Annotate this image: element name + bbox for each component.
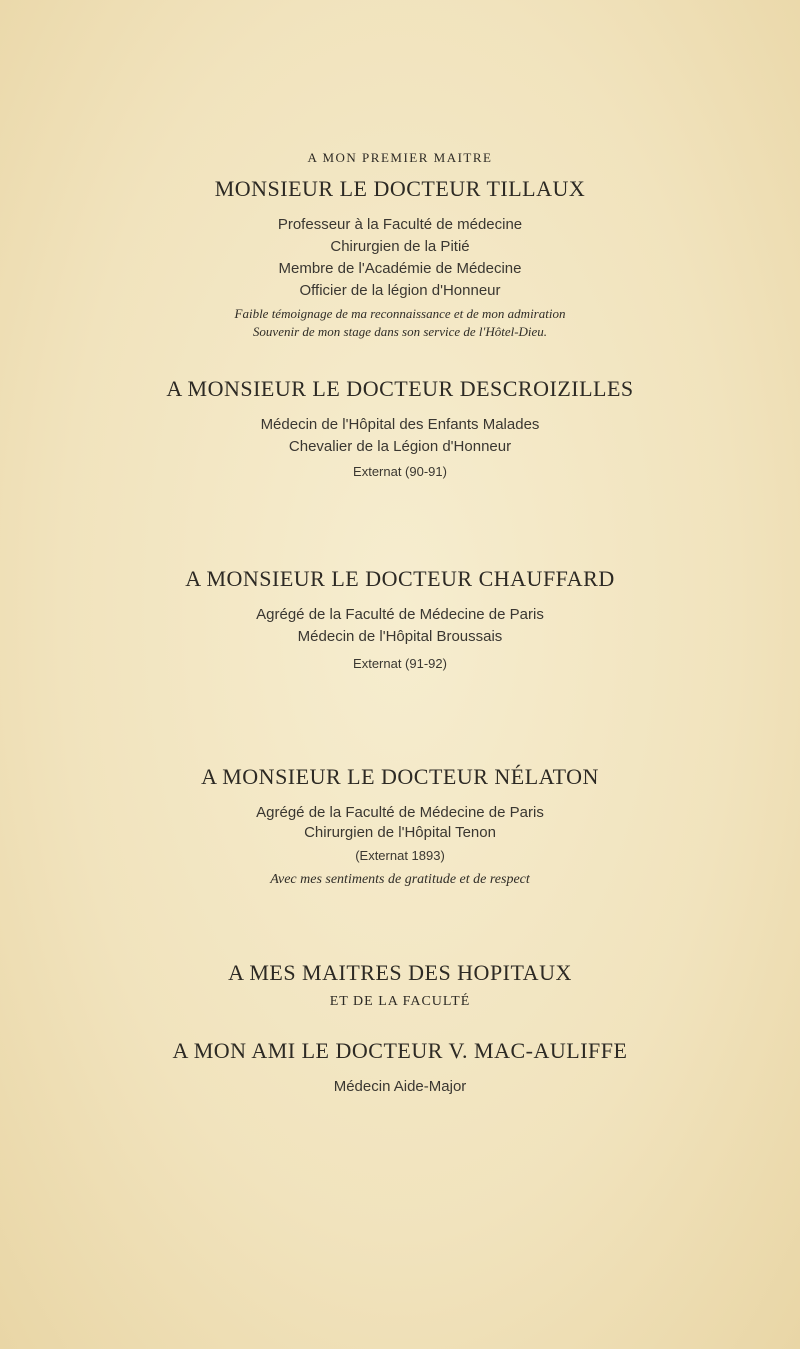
tillaux-title-3: Membre de l'Académie de Médecine bbox=[278, 260, 522, 277]
maitres-heading: A MES MAITRES DES HOPITAUX bbox=[228, 960, 572, 985]
descroizilles-title-2: Chevalier de la Légion d'Honneur bbox=[288, 438, 512, 455]
chauffard-heading: A MONSIEUR LE DOCTEUR CHAUFFARD bbox=[185, 566, 615, 591]
chauffard-period: Externat (91-92) bbox=[353, 656, 447, 671]
chauffard-title-1: Agrégé de la Faculté de Médecine de Paris bbox=[256, 606, 544, 623]
tillaux-title-2: Chirurgien de la Pitié bbox=[330, 238, 470, 255]
macauliffe-title-1: Médecin Aide-Major bbox=[333, 1078, 467, 1095]
descroizilles-title-1: Médecin de l'Hôpital des Enfants Malades bbox=[260, 416, 540, 433]
maitres-subheading: ET DE LA FACULTÉ bbox=[329, 994, 471, 1009]
tillaux-dedication-2: Souvenir de mon stage dans son service de l'Hôtel-Dieu. bbox=[252, 324, 548, 339]
nelaton-dedication: Avec mes sentiments de gratitude et de respect bbox=[270, 872, 530, 887]
descroizilles-heading: A MONSIEUR LE DOCTEUR DESCROIZILLES bbox=[166, 376, 634, 401]
nelaton-title-1: Agrégé de la Faculté de Médecine de Paris bbox=[256, 804, 544, 821]
nelaton-heading: A MONSIEUR LE DOCTEUR NÉLATON bbox=[201, 764, 599, 789]
tillaux-title-4: Officier de la légion d'Honneur bbox=[299, 282, 501, 299]
macauliffe-heading: A MON AMI LE DOCTEUR V. MAC-AULIFFE bbox=[172, 1038, 628, 1063]
chauffard-title-2: Médecin de l'Hôpital Broussais bbox=[297, 628, 503, 645]
intro-heading: A MON PREMIER MAITRE bbox=[307, 150, 493, 165]
nelaton-title-2: Chirurgien de l'Hôpital Tenon bbox=[304, 824, 496, 841]
tillaux-title-1: Professeur à la Faculté de médecine bbox=[277, 216, 523, 233]
tillaux-heading: MONSIEUR LE DOCTEUR TILLAUX bbox=[214, 176, 586, 201]
tillaux-dedication-1: Faible témoignage de ma reconnaissance et de mon admiration bbox=[234, 306, 566, 321]
nelaton-period: (Externat 1893) bbox=[355, 848, 445, 863]
descroizilles-period: Externat (90-91) bbox=[353, 464, 447, 479]
